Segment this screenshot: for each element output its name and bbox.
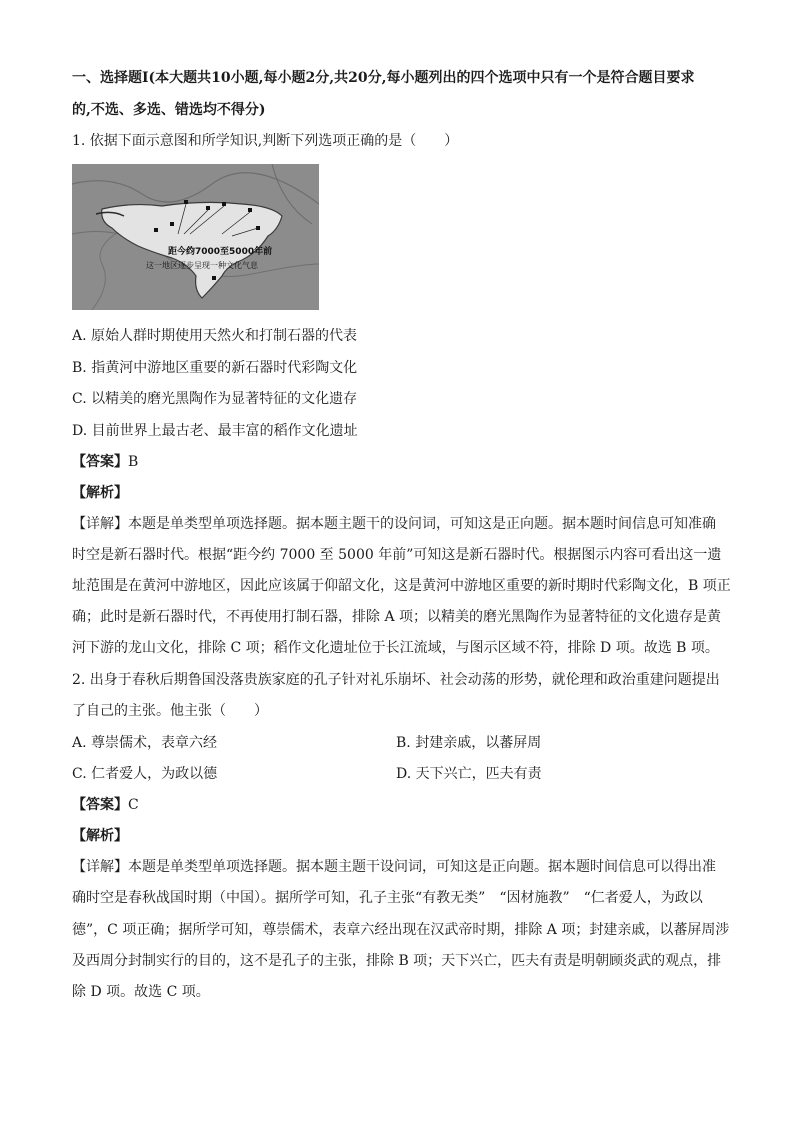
section-header-line-2: 的,不选、多选、错选均不得分) bbox=[72, 102, 266, 118]
q1-detail-line: 时空是新石器时代。根据“距今约 7000 至 5000 年前”可知这是新石器时代。根据图示内容可看出这一遗 bbox=[72, 547, 722, 563]
q1-stem: 1. 依据下面示意图和所学知识,判断下列选项正确的是（ ） bbox=[72, 133, 459, 149]
q1-option-c: C. 以精美的磨光黑陶作为显著特征的文化遗存 bbox=[72, 391, 358, 407]
q1-map-image bbox=[72, 164, 319, 310]
q2-detail-line: 【详解】本题是单类型单项选择题。据本题主题干设问词，可知这是正向题。据本题时间信息可以得出准 bbox=[72, 859, 716, 875]
q2-option-a: A. 尊崇儒术，表章六经 bbox=[72, 735, 218, 751]
q2-option-c: C. 仁者爱人，为政以德 bbox=[72, 766, 218, 782]
q2-detail-line: 确时空是春秋战国时期（中国）。据所学可知，孔子主张“有教无类” “因材施教” “仁者爱人，为政以 bbox=[72, 890, 703, 906]
q1-detail-line: 【详解】本题是单类型单项选择题。据本题主题干的设问词，可知这是正向题。据本题时间信息可知准确 bbox=[72, 516, 716, 532]
q1-answer-tag: 【答案】 bbox=[72, 454, 128, 470]
q2-stem-line-1: 2. 出身于春秋后期鲁国没落贵族家庭的孔子针对礼乐崩坏、社会动荡的形势，就伦理和政治重建问题提出 bbox=[72, 672, 720, 688]
map-label-culture: 这一地区逐步呈现一种文化气息 bbox=[146, 261, 258, 270]
q1-answer-value: B bbox=[128, 454, 139, 470]
q2-option-d: D. 天下兴亡，匹夫有责 bbox=[396, 766, 542, 782]
q2-detail-line: 及西周分封制实行的目的，这不是孔子的主张，排除 B 项；天下兴亡，匹夫有责是明朝顾炎武的观点，排 bbox=[72, 953, 722, 969]
q1-option-a: A. 原始人群时期使用天然火和打制石器的代表 bbox=[72, 328, 358, 344]
q1-detail-line: 址范围是在黄河中游地区，因此应该属于仰韶文化，这是黄河中游地区重要的新时期时代彩陶文化，B 项正 bbox=[72, 578, 731, 594]
q2-analysis-tag: 【解析】 bbox=[72, 828, 128, 844]
q1-answer-row bbox=[72, 452, 724, 472]
q2-option-b: B. 封建亲戚，以蕃屏周 bbox=[396, 735, 542, 751]
section-header-line-1: 一、选择题Ⅰ(本大题共10小题,每小题2分,共20分,每小题列出的四个选项中只有一个是符合题目要求 bbox=[72, 70, 695, 86]
q2-detail-line: 除 D 项。故选 C 项。 bbox=[72, 984, 210, 1000]
q1-detail-line: 确；此时是新石器时代，不再使用打制石器，排除 A 项；以精美的磨光黑陶作为显著特征的文化遗存是黄 bbox=[72, 609, 722, 625]
q2-answer-value: C bbox=[128, 797, 139, 813]
q1-detail-line: 河下游的龙山文化，排除 C 项；稻作文化遗址位于长江流域，与图示区域不符，排除 D 项。故选 B 项。 bbox=[72, 640, 719, 656]
q2-answer-row bbox=[72, 795, 724, 815]
q1-option-b: B. 指黄河中游地区重要的新石器时代彩陶文化 bbox=[72, 360, 358, 376]
q2-detail-line: 德”，C 项正确；据所学可知，尊崇儒术，表章六经出现在汉武帝时期，排除 A 项；封建亲戚，以蕃屏周涉 bbox=[72, 922, 730, 938]
q2-answer-tag: 【答案】 bbox=[72, 797, 128, 813]
q1-analysis-tag: 【解析】 bbox=[72, 485, 128, 501]
map-label-time: 距今约7000至5000年前 bbox=[168, 247, 273, 257]
q2-stem-line-2: 了自己的主张。他主张（ ） bbox=[72, 703, 268, 719]
q1-map-figure bbox=[72, 164, 319, 310]
q1-option-d: D. 目前世界上最古老、最丰富的稻作文化遗址 bbox=[72, 423, 358, 439]
